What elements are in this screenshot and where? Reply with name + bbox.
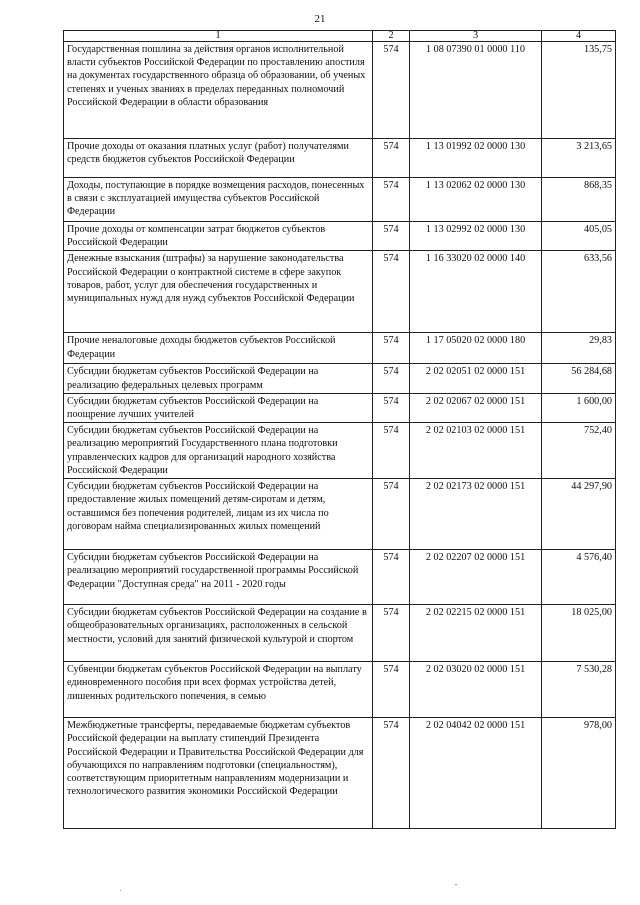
revenue-name: Субсидии бюджетам субъектов Российской Федерации на реализацию федеральных целевых программ <box>64 364 373 393</box>
admin-code: 574 <box>373 139 410 178</box>
budget-classification-code: 2 02 02051 02 0000 151 <box>410 364 542 393</box>
amount: 3 213,65 <box>542 139 616 178</box>
budget-classification-code: 2 02 02207 02 0000 151 <box>410 550 542 605</box>
table-row <box>64 251 616 333</box>
budget-classification-code: 2 02 02173 02 0000 151 <box>410 479 542 550</box>
budget-classification-code: 2 02 03020 02 0000 151 <box>410 662 542 718</box>
header-col-2: 2 <box>373 31 410 42</box>
table-row <box>64 42 616 139</box>
page-number: 21 <box>314 13 326 25</box>
admin-code: 574 <box>373 479 410 550</box>
table-row <box>64 662 616 718</box>
budget-classification-code: 2 02 02215 02 0000 151 <box>410 605 542 662</box>
scan-artifact <box>120 890 121 891</box>
amount: 56 284,68 <box>542 364 616 393</box>
header-col-1: 1 <box>64 31 373 42</box>
table-row <box>64 605 616 662</box>
revenue-name: Субсидии бюджетам субъектов Российской Федерации на реализацию мероприятий государственной программы Российской Федерации "Доступная среда" на 2011 - 2020 годы <box>64 550 373 605</box>
admin-code: 574 <box>373 393 410 422</box>
budget-classification-code: 1 17 05020 02 0000 180 <box>410 333 542 364</box>
revenue-name: Денежные взыскания (штрафы) за нарушение законодательства Российской Федерации о контрактной системе в сфере закупок товаров, работ, услуг для обеспечения государственных и муниципальных нужд для нужд субъектов Российской Федерации <box>64 251 373 333</box>
admin-code: 574 <box>373 251 410 333</box>
budget-classification-code: 1 16 33020 02 0000 140 <box>410 251 542 333</box>
table-row <box>64 364 616 393</box>
amount: 405,05 <box>542 222 616 251</box>
revenue-name: Субсидии бюджетам субъектов Российской Федерации на создание в общеобразовательных организациях, расположенных в сельской местности, условий для занятий физической культурой и спортом <box>64 605 373 662</box>
budget-classification-code: 2 02 04042 02 0000 151 <box>410 718 542 829</box>
table-row <box>64 333 616 364</box>
budget-revenue-table <box>63 30 616 829</box>
table-row <box>64 423 616 479</box>
table-row <box>64 718 616 829</box>
amount: 1 600,00 <box>542 393 616 422</box>
amount: 29,83 <box>542 333 616 364</box>
amount: 18 025,00 <box>542 605 616 662</box>
admin-code: 574 <box>373 718 410 829</box>
amount: 633,56 <box>542 251 616 333</box>
table-row <box>64 550 616 605</box>
revenue-name: Прочие доходы от компенсации затрат бюджетов субъектов Российской Федерации <box>64 222 373 251</box>
revenue-name: Прочие неналоговые доходы бюджетов субъектов Российской Федерации <box>64 333 373 364</box>
admin-code: 574 <box>373 222 410 251</box>
revenue-name: Субсидии бюджетам субъектов Российской Федерации на предоставление жилых помещений детям-сиротам и детям, оставшимся без попечения родителей, лицам из их числа по договорам найма специализированных жилых помещений <box>64 479 373 550</box>
table-row <box>64 393 616 422</box>
header-row <box>64 31 616 42</box>
budget-classification-code: 1 13 01992 02 0000 130 <box>410 139 542 178</box>
amount: 978,00 <box>542 718 616 829</box>
admin-code: 574 <box>373 550 410 605</box>
amount: 7 530,28 <box>542 662 616 718</box>
revenue-name: Прочие доходы от оказания платных услуг (работ) получателями средств бюджетов субъектов Российской Федерации <box>64 139 373 178</box>
admin-code: 574 <box>373 423 410 479</box>
table-row <box>64 139 616 178</box>
amount: 868,35 <box>542 178 616 222</box>
revenue-name: Субсидии бюджетам субъектов Российской Федерации на реализацию мероприятий Государственного плана подготовки управленческих кадров для организаций народного хозяйства Российской Федерации <box>64 423 373 479</box>
table-row <box>64 178 616 222</box>
budget-classification-code: 2 02 02103 02 0000 151 <box>410 423 542 479</box>
admin-code: 574 <box>373 178 410 222</box>
table-row <box>64 479 616 550</box>
budget-classification-code: 1 13 02992 02 0000 130 <box>410 222 542 251</box>
revenue-name: Межбюджетные трансферты, передаваемые бюджетам субъектов Российской федерации на выплату стипендий Президента Российской Федерации и Правительства Российской Федерации для обучающихся по направлениям подготовки (специальностям), соответствующим приоритетным направлениям модернизации и технологического развития экономики Российской Федерации <box>64 718 373 829</box>
budget-classification-code: 2 02 02067 02 0000 151 <box>410 393 542 422</box>
admin-code: 574 <box>373 605 410 662</box>
admin-code: 574 <box>373 364 410 393</box>
header-col-4: 4 <box>542 31 616 42</box>
admin-code: 574 <box>373 333 410 364</box>
amount: 44 297,90 <box>542 479 616 550</box>
admin-code: 574 <box>373 662 410 718</box>
amount: 752,40 <box>542 423 616 479</box>
budget-classification-code: 1 08 07390 01 0000 110 <box>410 42 542 139</box>
table-row <box>64 222 616 251</box>
budget-classification-code: 1 13 02062 02 0000 130 <box>410 178 542 222</box>
amount: 4 576,40 <box>542 550 616 605</box>
revenue-name: Государственная пошлина за действия органов исполнительной власти субъектов Российской Федерации по проставлению апостиля на документах государственного образца об образовании, об ученых степенях и ученых званиях в пределах переданных полномочий Российской Федерации в области образования <box>64 42 373 139</box>
revenue-name: Доходы, поступающие в порядке возмещения расходов, понесенных в связи с эксплуатацией имущества субъектов Российской Федерации <box>64 178 373 222</box>
revenue-name: Субвенции бюджетам субъектов Российской Федерации на выплату единовременного пособия при всех формах устройства детей, лишенных родительского попечения, в семью <box>64 662 373 718</box>
revenue-name: Субсидии бюджетам субъектов Российской Федерации на поощрение лучших учителей <box>64 393 373 422</box>
header-col-3: 3 <box>410 31 542 42</box>
scan-artifact <box>455 884 457 885</box>
amount: 135,75 <box>542 42 616 139</box>
admin-code: 574 <box>373 42 410 139</box>
